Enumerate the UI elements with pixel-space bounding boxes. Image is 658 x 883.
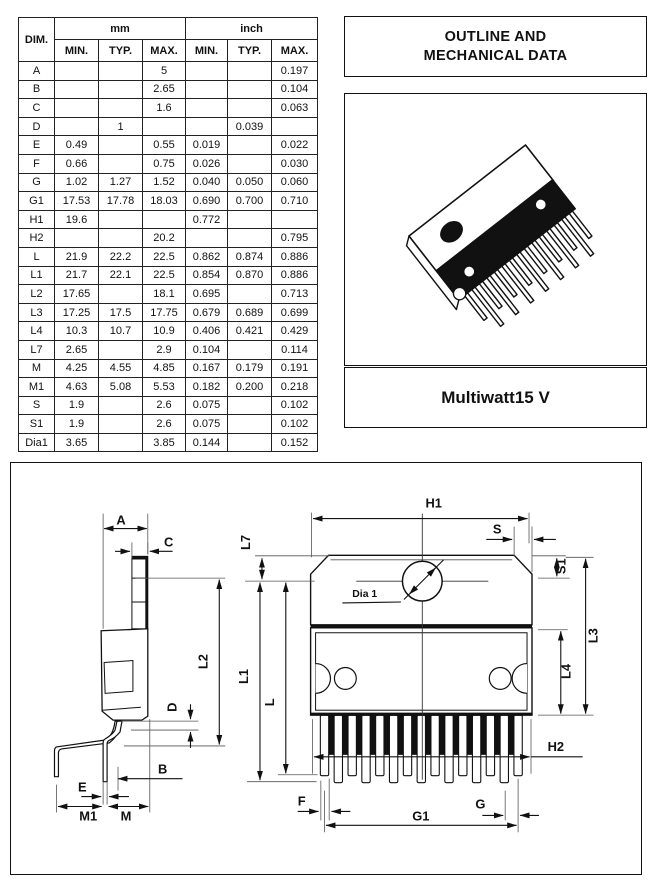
dim-value-cell: 10.9 [143, 322, 186, 341]
dim-label-L7: L7 [238, 534, 254, 550]
dim-name-cell: B [19, 80, 55, 99]
dim-value-cell: 1.9 [55, 415, 99, 434]
dim-name-cell: A [19, 62, 55, 81]
dim-label-H2: H2 [547, 738, 565, 754]
dim-label-L2: L2 [195, 654, 211, 670]
dim-name-cell: M [19, 359, 55, 378]
dim-value-cell: 0.421 [228, 322, 272, 341]
dim-value-cell: 0.026 [186, 154, 228, 173]
table-row [19, 173, 318, 192]
dim-name-cell: G [19, 173, 55, 192]
dim-value-cell: 2.9 [143, 340, 186, 359]
dim-label-S1: S1 [553, 558, 569, 575]
package-name: Multiwatt15 V [441, 387, 550, 407]
dim-label-C: C [163, 534, 174, 550]
col-header-min-mm: MIN. [55, 40, 99, 62]
table-row [19, 433, 318, 452]
dim-value-cell: 21.9 [55, 247, 99, 266]
dim-value-cell: 17.25 [55, 303, 99, 322]
col-header-typ-inch: TYP. [228, 40, 272, 62]
table-row [19, 285, 318, 304]
dim-F [298, 779, 351, 821]
dim-value-cell: 0.75 [143, 154, 186, 173]
dim-value-cell: 0.874 [228, 247, 272, 266]
dim-value-cell: 0.063 [272, 99, 318, 118]
dim-S1 [532, 556, 570, 578]
dim-label-L: L [261, 698, 277, 707]
dim-value-cell: 0.197 [272, 62, 318, 81]
dim-value-cell: 0.167 [186, 359, 228, 378]
dim-value-cell: 0.060 [272, 173, 318, 192]
dim-label-G: G [475, 796, 486, 812]
dim-label-E: E [77, 779, 87, 795]
table-row [19, 247, 318, 266]
dim-value-cell: 22.1 [99, 266, 143, 285]
dim-value-cell [55, 62, 99, 81]
dim-value-cell: 22.2 [99, 247, 143, 266]
dim-name-cell: L4 [19, 322, 55, 341]
col-group-mm: mm [55, 18, 186, 40]
dim-value-cell [99, 415, 143, 434]
dim-value-cell [99, 99, 143, 118]
dim-value-cell: 3.85 [143, 433, 186, 452]
dim-value-cell [99, 136, 143, 155]
dim-value-cell [228, 99, 272, 118]
dim-value-cell: 2.65 [55, 340, 99, 359]
dim-value-cell [55, 80, 99, 99]
dim-G [475, 779, 539, 833]
dim-value-cell: 5 [143, 62, 186, 81]
dim-name-cell: E [19, 136, 55, 155]
front-hole-left [334, 668, 356, 690]
dim-value-cell: 0.429 [272, 322, 318, 341]
dim-value-cell: 0.854 [186, 266, 228, 285]
dim-value-cell: 0.699 [272, 303, 318, 322]
dim-value-cell: 1.6 [143, 99, 186, 118]
dim-name-cell: H2 [19, 229, 55, 248]
title-box [344, 16, 647, 77]
table-row [19, 396, 318, 415]
dim-value-cell: 0.862 [186, 247, 228, 266]
dim-value-cell: 0.040 [186, 173, 228, 192]
dim-value-cell: 0.030 [272, 154, 318, 173]
table-header-row [19, 18, 318, 40]
dim-name-cell: L [19, 247, 55, 266]
dim-label-L4: L4 [558, 663, 574, 680]
dim-value-cell: 4.63 [55, 378, 99, 397]
dim-value-cell: 0.191 [272, 359, 318, 378]
table-row [19, 340, 318, 359]
table-row [19, 322, 318, 341]
dim-value-cell [186, 117, 228, 136]
dim-value-cell [228, 433, 272, 452]
dim-name-cell: L3 [19, 303, 55, 322]
dim-value-cell [228, 285, 272, 304]
dim-name-cell: F [19, 154, 55, 173]
dim-value-cell: 5.53 [143, 378, 186, 397]
dim-name-cell: H1 [19, 210, 55, 229]
dim-value-cell: 17.75 [143, 303, 186, 322]
col-header-dim: DIM. [19, 18, 55, 62]
dim-name-cell: S [19, 396, 55, 415]
dim-value-cell: 0.075 [186, 415, 228, 434]
dim-value-cell: 4.85 [143, 359, 186, 378]
col-group-inch: inch [186, 18, 318, 40]
dim-name-cell: C [19, 99, 55, 118]
table-row [19, 154, 318, 173]
table-row [19, 99, 318, 118]
dim-name-cell: M1 [19, 378, 55, 397]
dim-label-Dia1: Dia 1 [352, 589, 378, 601]
table-row [19, 415, 318, 434]
dim-value-cell: 2.6 [143, 396, 186, 415]
dim-value-cell: 17.78 [99, 192, 143, 211]
dim-value-cell: 17.53 [55, 192, 99, 211]
dim-E [78, 780, 129, 805]
dim-label-B: B [158, 761, 168, 777]
dim-label-G1: G1 [412, 808, 430, 824]
dim-name-cell: L2 [19, 285, 55, 304]
dim-G1 [325, 791, 517, 833]
dim-value-cell: 0.114 [272, 340, 318, 359]
dim-value-cell: 10.7 [99, 322, 143, 341]
dim-value-cell: 0.022 [272, 136, 318, 155]
dim-value-cell [55, 229, 99, 248]
dim-label-L3: L3 [585, 628, 601, 644]
dim-value-cell [143, 210, 186, 229]
front-pins [320, 715, 522, 783]
dim-value-cell [55, 117, 99, 136]
package-3d-illustration [345, 94, 646, 365]
dim-value-cell: 19.6 [55, 210, 99, 229]
dim-value-cell [99, 340, 143, 359]
dim-value-cell: 0.104 [186, 340, 228, 359]
dim-value-cell [186, 229, 228, 248]
dim-B [118, 719, 183, 812]
dim-value-cell: 10.3 [55, 322, 99, 341]
dim-value-cell [272, 117, 318, 136]
dim-value-cell [99, 229, 143, 248]
dim-value-cell: 0.55 [143, 136, 186, 155]
mechanical-drawing [11, 463, 641, 874]
dim-value-cell: 0.179 [228, 359, 272, 378]
dim-C [115, 534, 173, 558]
dim-value-cell: 1.27 [99, 173, 143, 192]
dim-L4 [538, 630, 574, 714]
page-title-line2: MECHANICAL DATA [423, 47, 568, 64]
dim-L1 [236, 583, 317, 782]
table-row [19, 62, 318, 81]
dim-value-cell [228, 62, 272, 81]
dim-value-cell [186, 99, 228, 118]
dim-value-cell: 0.144 [186, 433, 228, 452]
package-name-box [344, 367, 647, 428]
dim-value-cell: 0.152 [272, 433, 318, 452]
table-row [19, 117, 318, 136]
dimensions-table [18, 17, 318, 452]
dim-value-cell [99, 210, 143, 229]
side-body [101, 629, 148, 720]
dim-value-cell [228, 136, 272, 155]
dim-value-cell [186, 80, 228, 99]
dim-value-cell: 0.886 [272, 247, 318, 266]
dim-name-cell: G1 [19, 192, 55, 211]
dim-value-cell [228, 415, 272, 434]
dim-label-H1: H1 [425, 495, 442, 511]
dim-label-D: D [164, 702, 180, 712]
dim-value-cell [228, 229, 272, 248]
col-header-typ-mm: TYP. [99, 40, 143, 62]
dim-value-cell [228, 210, 272, 229]
dim-value-cell: 0.182 [186, 378, 228, 397]
dim-value-cell: 3.65 [55, 433, 99, 452]
dim-value-cell: 1.9 [55, 396, 99, 415]
dim-value-cell: 0.870 [228, 266, 272, 285]
dim-value-cell: 0.104 [272, 80, 318, 99]
dim-value-cell: 1.52 [143, 173, 186, 192]
dim-value-cell: 0.886 [272, 266, 318, 285]
table-row [19, 80, 318, 99]
dim-value-cell: 0.102 [272, 415, 318, 434]
dim-value-cell [186, 62, 228, 81]
dim-label-F: F [297, 793, 306, 809]
col-header-min-inch: MIN. [186, 40, 228, 62]
dim-value-cell: 2.6 [143, 415, 186, 434]
dim-value-cell: 0.679 [186, 303, 228, 322]
table-row [19, 136, 318, 155]
table-row [19, 229, 318, 248]
dim-value-cell [99, 80, 143, 99]
dim-label-M: M [120, 808, 132, 824]
side-lead-long [54, 721, 122, 777]
dim-value-cell [99, 285, 143, 304]
dim-value-cell [99, 396, 143, 415]
dim-value-cell: 0.050 [228, 173, 272, 192]
dim-value-cell: 5.08 [99, 378, 143, 397]
table-row [19, 303, 318, 322]
dim-value-cell: 0.66 [55, 154, 99, 173]
dim-value-cell: 0.075 [186, 396, 228, 415]
package-image-box [344, 93, 647, 366]
dim-value-cell: 0.406 [186, 322, 228, 341]
dim-value-cell: 4.25 [55, 359, 99, 378]
mechanical-drawing-box [10, 462, 642, 875]
dim-value-cell: 17.65 [55, 285, 99, 304]
dim-label-A: A [116, 512, 126, 528]
table-subheader-row [19, 40, 318, 62]
dim-value-cell: 0.710 [272, 192, 318, 211]
dim-value-cell: 0.019 [186, 136, 228, 155]
dim-value-cell [143, 117, 186, 136]
dim-value-cell [228, 396, 272, 415]
dim-value-cell [99, 62, 143, 81]
page-title-line1: OUTLINE AND [444, 28, 547, 45]
dim-value-cell: 1 [99, 117, 143, 136]
table-row [19, 210, 318, 229]
table-row [19, 359, 318, 378]
dim-value-cell: 0.218 [272, 378, 318, 397]
dim-value-cell: 18.1 [143, 285, 186, 304]
dim-value-cell: 0.689 [228, 303, 272, 322]
dim-value-cell: 20.2 [143, 229, 186, 248]
col-header-max-mm: MAX. [143, 40, 186, 62]
dim-value-cell [99, 154, 143, 173]
dim-value-cell: 0.713 [272, 285, 318, 304]
dim-name-cell: D [19, 117, 55, 136]
col-header-max-inch: MAX. [272, 40, 318, 62]
dim-value-cell: 0.695 [186, 285, 228, 304]
dim-value-cell [99, 433, 143, 452]
dim-value-cell: 0.700 [228, 192, 272, 211]
dim-value-cell: 0.49 [55, 136, 99, 155]
dim-value-cell: 0.772 [186, 210, 228, 229]
dim-M1-M [56, 785, 148, 824]
dim-value-cell: 17.5 [99, 303, 143, 322]
dim-label-M1: M1 [79, 808, 98, 824]
dim-value-cell: 0.200 [228, 378, 272, 397]
front-view [236, 496, 600, 833]
dim-name-cell: S1 [19, 415, 55, 434]
dim-value-cell: 2.65 [143, 80, 186, 99]
dim-name-cell: L7 [19, 340, 55, 359]
dim-value-cell [228, 154, 272, 173]
dim-value-cell: 22.5 [143, 247, 186, 266]
front-hole-right [489, 668, 511, 690]
dim-value-cell: 1.02 [55, 173, 99, 192]
dim-value-cell: 0.102 [272, 396, 318, 415]
dim-L [262, 583, 318, 775]
dim-name-cell: Dia1 [19, 433, 55, 452]
dim-label-S: S [492, 521, 502, 537]
dim-value-cell: 4.55 [99, 359, 143, 378]
side-view [54, 513, 225, 824]
dim-value-cell [228, 340, 272, 359]
table-row [19, 266, 318, 285]
dim-value-cell: 22.5 [143, 266, 186, 285]
dim-value-cell: 0.795 [272, 229, 318, 248]
dim-value-cell [272, 210, 318, 229]
dim-value-cell [55, 99, 99, 118]
dim-value-cell: 18.03 [143, 192, 186, 211]
dim-value-cell [228, 80, 272, 99]
dim-value-cell: 0.039 [228, 117, 272, 136]
dim-label-L1: L1 [236, 668, 252, 684]
table-row [19, 192, 318, 211]
dim-value-cell: 0.690 [186, 192, 228, 211]
dim-value-cell: 21.7 [55, 266, 99, 285]
dim-L3 [538, 557, 601, 715]
dim-name-cell: L1 [19, 266, 55, 285]
table-row [19, 378, 318, 397]
